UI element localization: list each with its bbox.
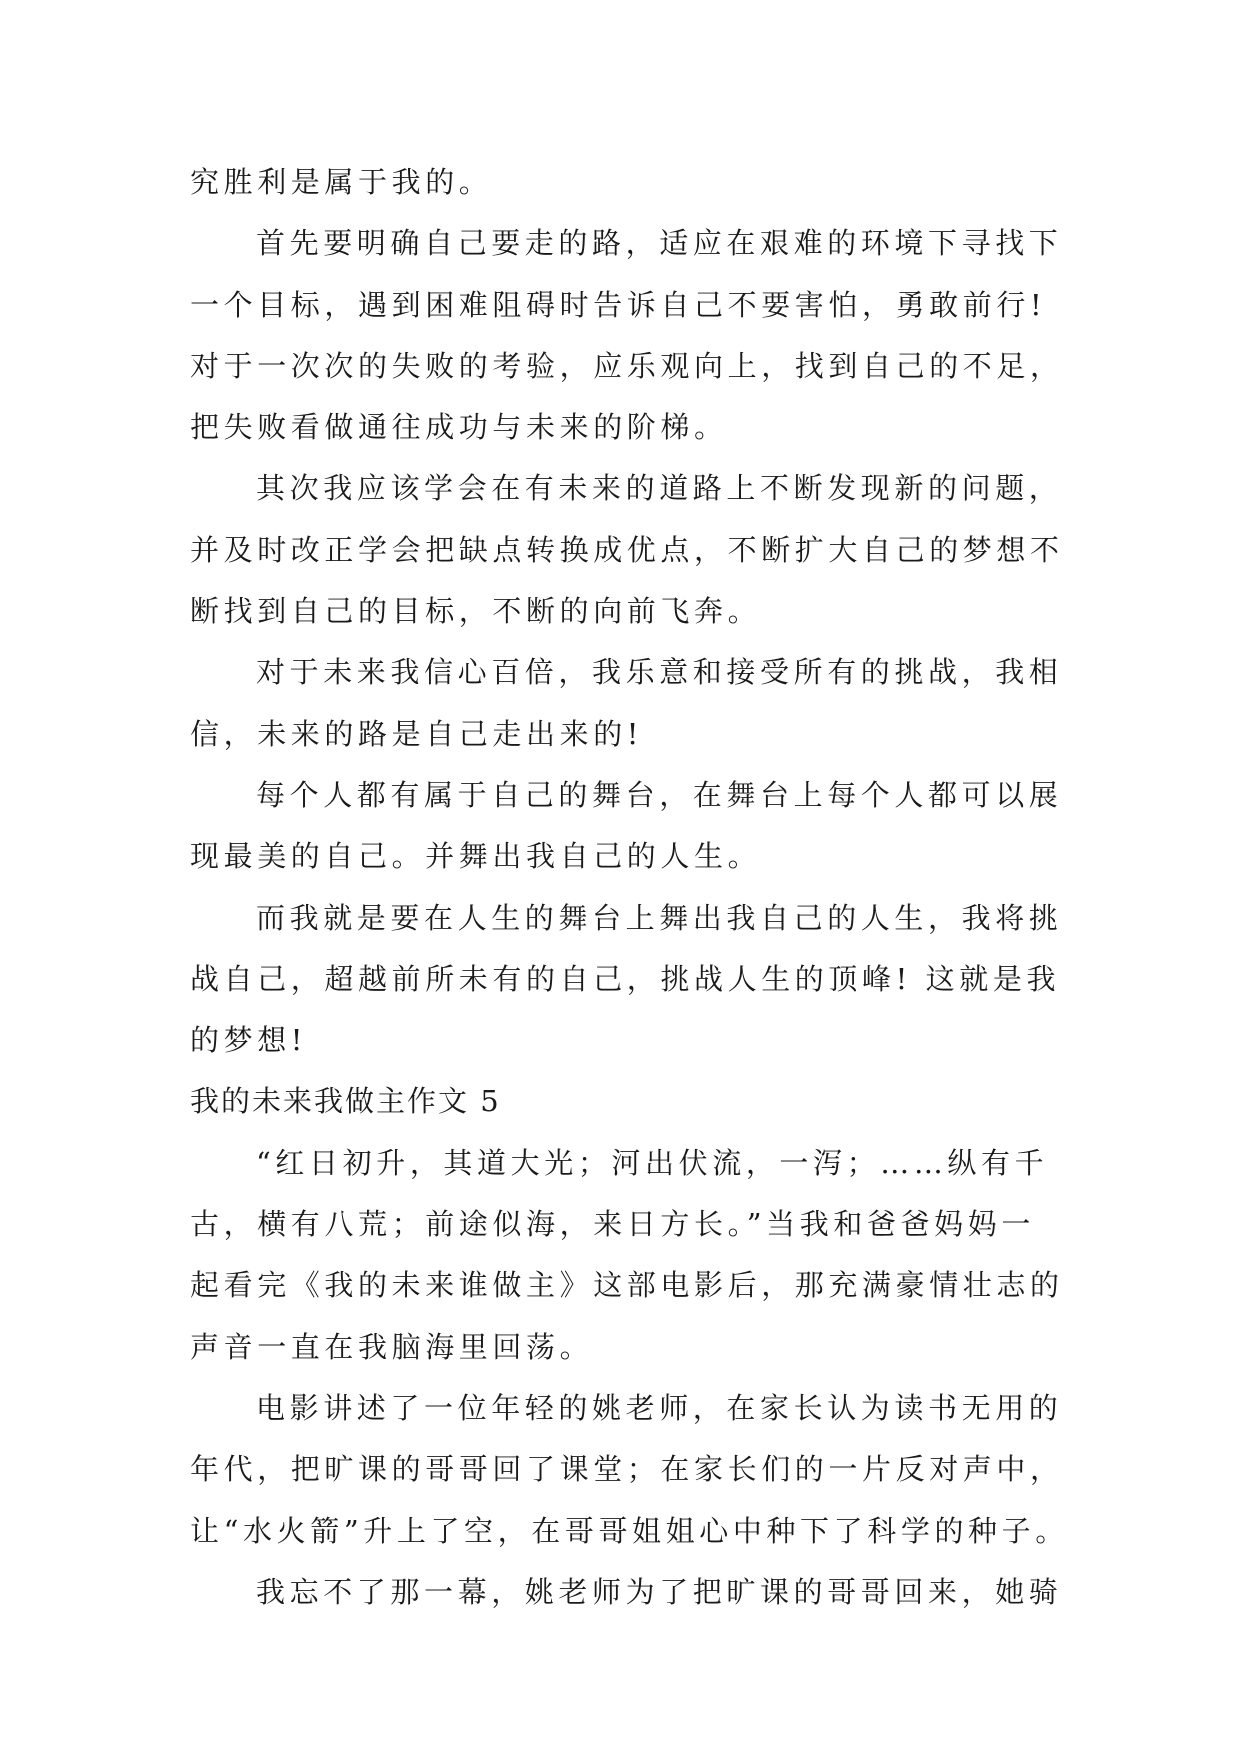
paragraph-first-line: 每个人都有属于自己的舞台，在舞台上每个人都可以展 (256, 777, 1063, 812)
text-line: 现最美的自己。并舞出我自己的人生。 (190, 839, 762, 874)
paragraph-first-line: 而我就是要在人生的舞台上舞出我自己的人生，我将挑 (256, 900, 1063, 935)
text-line: 战自己，超越前所未有的自己，挑战人生的顶峰! 这就是我 (190, 961, 1061, 996)
text-line: 信，未来的路是自己走出来的! (190, 716, 644, 751)
paragraph-first-line: 其次我应该学会在有未来的道路上不断发现新的问题， (256, 471, 1063, 506)
text-line: 起看完《我的未来谁做主》这部电影后，那充满豪情壮志的 (190, 1268, 1064, 1303)
paragraph-first-line: 我忘不了那一幕，姚老师为了把旷课的哥哥回来，她骑 (256, 1574, 1063, 1609)
text-line: 的梦想! (190, 1023, 308, 1058)
text-line: 把失败看做通往成功与未来的阶梯。 (190, 410, 728, 445)
text-line: 古，横有八荒；前途似海，来日方长。”当我和爸爸妈妈一 (190, 1207, 1035, 1242)
text-line: 年代，把旷课的哥哥回了课堂；在家长们的一片反对声中， (190, 1452, 1064, 1487)
paragraph-first-line: “红日初升，其道大光；河出伏流，一泻；……纵有千 (256, 1145, 1049, 1180)
text-line: 一个目标，遇到困难阻碍时告诉自己不要害怕，勇敢前行! (190, 287, 1047, 322)
text-line: 并及时改正学会把缺点转换成优点，不断扩大自己的梦想不 (190, 532, 1064, 567)
essay-body (190, 152, 1069, 1623)
text-line: 对于一次次的失败的考验，应乐观向上，找到自己的不足， (190, 348, 1064, 383)
text-line: 声音一直在我脑海里回荡。 (190, 1329, 594, 1364)
section-heading: 我的未来我做主作文 5 (190, 1084, 501, 1119)
paragraph-first-line: 首先要明确自己要走的路，适应在艰难的环境下寻找下 (256, 226, 1063, 261)
paragraph-first-line: 对于未来我信心百倍，我乐意和接受所有的挑战，我相 (256, 655, 1063, 690)
paragraph-first-line: 电影讲述了一位年轻的姚老师，在家长认为读书无用的 (256, 1390, 1063, 1425)
text-line: 断找到自己的目标，不断的向前飞奔。 (190, 594, 762, 629)
text-line: 究胜利是属于我的。 (190, 165, 493, 199)
text-line: 让“水火箭”升上了空，在哥哥姐姐心中种下了科学的种子。 (190, 1513, 1069, 1548)
